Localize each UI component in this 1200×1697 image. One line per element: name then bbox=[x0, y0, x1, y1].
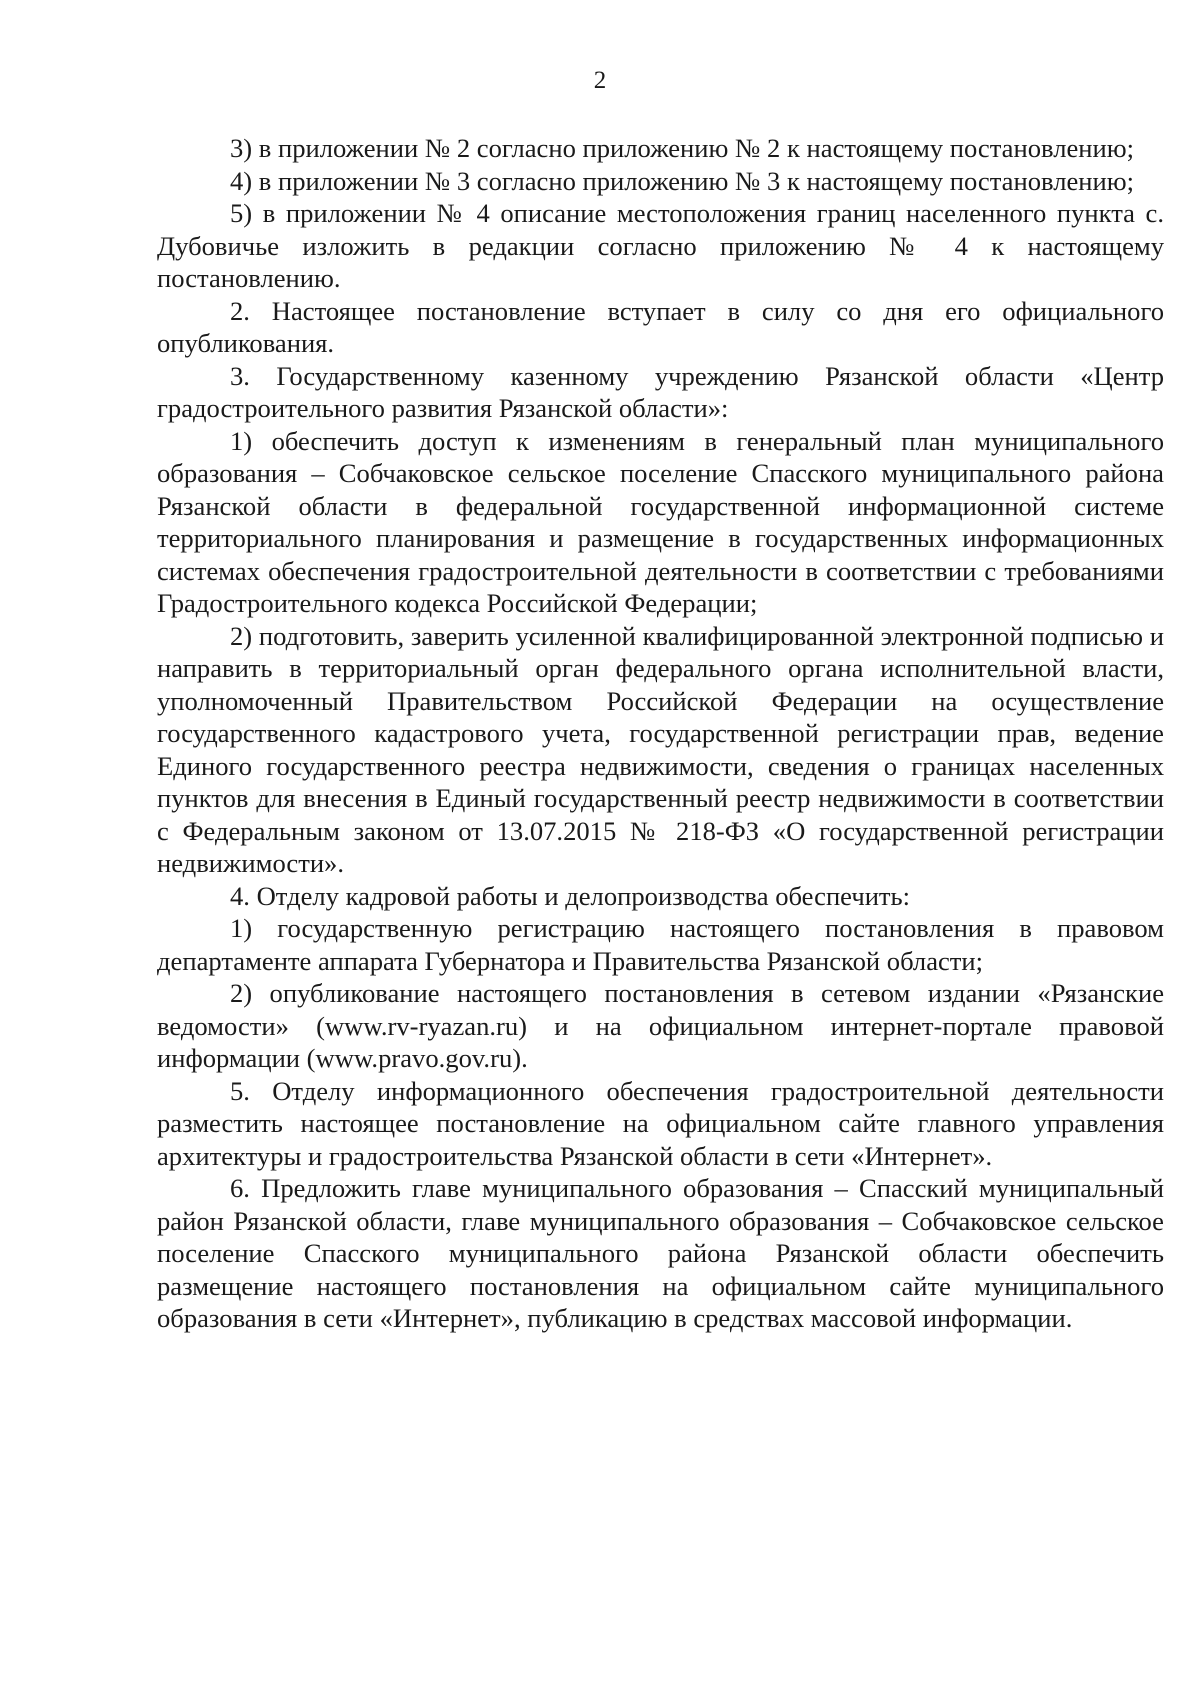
page-number: 2 bbox=[593, 67, 607, 94]
paragraph-clause-6-municipal: 6. Предложить главе муниципального образования – Спасский муниципальный район Рязанской области, главе муниципального образования – Собчаковское сельское поселение Спасского муниципального района Рязанской области обеспечить размещение настоящего постановления на официальном сайте муниципального образования в сети «Интернет», публикацию в средствах массовой информации. bbox=[157, 1173, 1164, 1333]
paragraph-clause-4-department: 4. Отделу кадровой работы и делопроизводства обеспечить: bbox=[230, 880, 911, 911]
paragraph-clause-4-sub-2: 2) опубликование настоящего постановления в сетевом издании «Рязанские ведомости» (www.rv-ryazan.ru) и на официальном интернет-портале правовой информации (www.pravo.gov.ru). bbox=[157, 978, 1164, 1073]
paragraph-clause-3-sub-2: 2) подготовить, заверить усиленной квалифицированной электронной подписью и направить в территориальный орган федерального органа исполнительной власти, уполномоченный Правительством Российской Федерации на осуществление государственного кадастрового учета, государственной регистрации прав, ведение Единого государственного реестра недвижимости, сведения о границах населенных пунктов для внесения в Единый государственный реестр недвижимости в соответствии с Федеральным законом от 13.07.2015 № 218-ФЗ «О государственной регистрации недвижимости». bbox=[157, 620, 1164, 878]
paragraph-clause-3-sub-1: 1) обеспечить доступ к изменениям в генеральный план муниципального образования – Собчаковское сельское поселение Спасского муниципального района Рязанской области в федеральной государственной информационной системе территориального планирования и размещение в государственных информационных системах обеспечения градостроительной деятельности в соответствии с требованиями Градостроительного кодекса Российской Федерации; bbox=[157, 425, 1164, 618]
paragraph-item-5-appendix-4: 5) в приложении № 4 описание местоположения границ населенного пункта с. Дубовичье изложить в редакции согласно приложению № 4 к настоящему постановлению. bbox=[157, 198, 1164, 293]
document-body bbox=[157, 132, 1164, 1335]
paragraph-clause-3-institution: 3. Государственному казенному учреждению Рязанской области «Центр градостроительного развития Рязанской области»: bbox=[157, 360, 1164, 423]
paragraph-clause-4-sub-1: 1) государственную регистрацию настоящего постановления в правовом департаменте аппарата Губернатора и Правительства Рязанской области; bbox=[157, 913, 1164, 976]
paragraph-item-3-appendix-2: 3) в приложении № 2 согласно приложению № 2 к настоящему постановлению; bbox=[230, 133, 1134, 163]
paragraph-clause-2-effective-date: 2. Настоящее постановление вступает в силу со дня его официального опубликования. bbox=[157, 295, 1164, 358]
paragraph-clause-5-publication: 5. Отделу информационного обеспечения градостроительной деятельности разместить настоящее постановление на официальном сайте главного управления архитектуры и градостроительства Рязанской области в сети «Интернет». bbox=[157, 1075, 1164, 1171]
paragraph-item-4-appendix-3: 4) в приложении № 3 согласно приложению № 3 к настоящему постановлению; bbox=[230, 165, 1134, 196]
